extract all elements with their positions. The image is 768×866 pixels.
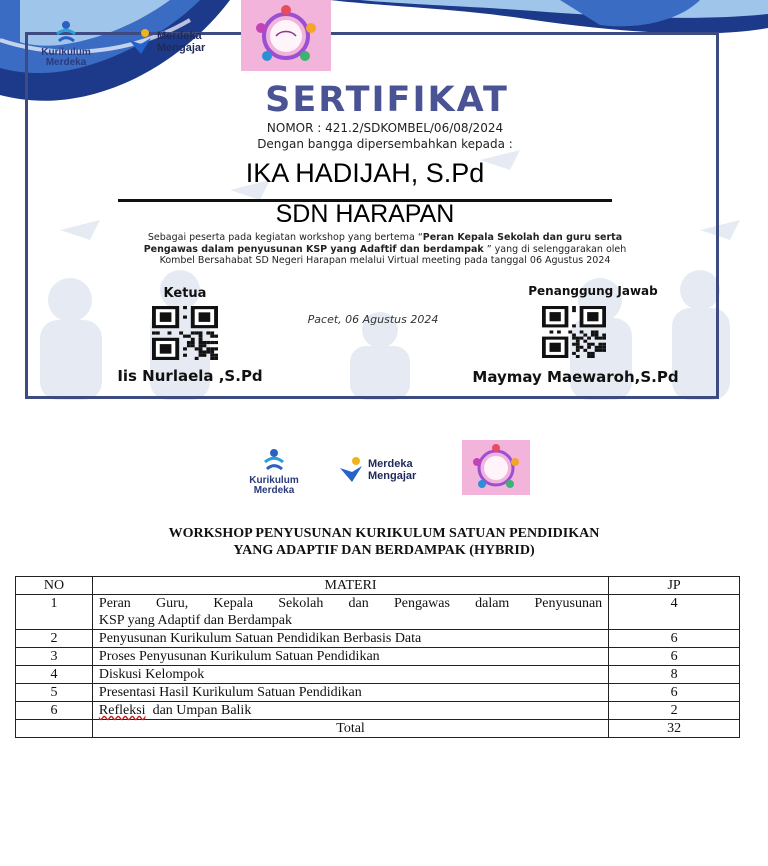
row-no: 2 bbox=[16, 630, 93, 648]
kurikulum-merdeka-logo bbox=[34, 20, 98, 68]
materi-table bbox=[15, 576, 740, 738]
row-jp: 6 bbox=[609, 684, 740, 702]
workshop-title bbox=[60, 525, 708, 559]
recipient-school: SDN HARAPAN bbox=[275, 200, 455, 228]
mengajar-label: Mengajar bbox=[157, 42, 206, 54]
workshop-logo bbox=[241, 0, 331, 71]
total-label: Total bbox=[92, 720, 608, 738]
table-row bbox=[16, 684, 740, 702]
table-header-row bbox=[16, 577, 740, 595]
row-no: 1 bbox=[16, 595, 93, 630]
table-row bbox=[16, 595, 740, 630]
row-materi bbox=[92, 702, 608, 720]
kurikulum-merdeka-icon bbox=[263, 448, 285, 472]
row-materi: Diskusi Kelompok bbox=[92, 666, 608, 684]
row-jp: 8 bbox=[609, 666, 740, 684]
row-no: 3 bbox=[16, 648, 93, 666]
kurikulum-merdeka-label-2: Kurikulum Merdeka bbox=[249, 475, 299, 496]
recipient-name: IKA HADIJAH, S.Pd bbox=[245, 158, 485, 188]
table-row bbox=[16, 630, 740, 648]
header-materi: MATERI bbox=[92, 577, 608, 595]
workshop-logo-2 bbox=[462, 440, 530, 495]
row-materi-line1: Peran Guru, Kepala Sekolah dan Pengawas dalam Penyusunan bbox=[98, 596, 603, 611]
row-jp: 2 bbox=[609, 702, 740, 720]
description-part1: Sebagai peserta pada kegiatan workshop yang bertema “ bbox=[147, 232, 423, 243]
description-theme: Peran Kepala Sekolah dan guru serta Pengawas dalam penyusunan KSP yang Adaftif dan berdampak bbox=[143, 232, 623, 255]
merdeka-mengajar-logo bbox=[127, 28, 205, 56]
header-jp: JP bbox=[609, 577, 740, 595]
right-signatory-name: Maymay Maewaroh,S.Pd bbox=[472, 368, 679, 386]
row-materi-rest: dan Umpan Balik bbox=[145, 703, 252, 718]
header-no: NO bbox=[16, 577, 93, 595]
row-no: 4 bbox=[16, 666, 93, 684]
row-jp: 4 bbox=[609, 595, 740, 630]
table-row bbox=[16, 648, 740, 666]
row-materi bbox=[92, 595, 608, 630]
row-jp: 6 bbox=[609, 630, 740, 648]
left-signatory-name: Iis Nurlaela ,S.Pd bbox=[117, 367, 263, 385]
row-materi: Penyusunan Kurikulum Satuan Pendidikan Berbasis Data bbox=[92, 630, 608, 648]
merdeka-mengajar-icon bbox=[127, 28, 153, 56]
merdeka-label: Merdeka bbox=[157, 30, 202, 42]
certificate bbox=[0, 0, 768, 420]
certificate-description bbox=[125, 232, 645, 267]
row-jp: 6 bbox=[609, 648, 740, 666]
description-part2: ” yang di selenggarakan oleh Kombel Bersahabat SD Negeri Harapan melalui Virtual meeting pada tanggal 06 Agustus 2024 bbox=[159, 243, 627, 266]
left-signatory-role: Ketua bbox=[163, 286, 207, 301]
certificate-title: SERTIFIKAT bbox=[265, 80, 509, 120]
total-jp: 32 bbox=[609, 720, 740, 738]
row-materi-word: Refleksi bbox=[98, 703, 146, 718]
merdeka-mengajar-logo-2 bbox=[338, 456, 416, 484]
row-no: 6 bbox=[16, 702, 93, 720]
mengajar-label-2: Mengajar bbox=[368, 470, 417, 482]
kurikulum-merdeka-label: Kurikulum Merdeka bbox=[41, 47, 91, 68]
row-materi: Presentasi Hasil Kurikulum Satuan Pendidikan bbox=[92, 684, 608, 702]
qr-code-left-icon bbox=[152, 306, 218, 360]
kurikulum-merdeka-icon bbox=[55, 20, 77, 44]
merdeka-label-2: Merdeka bbox=[368, 458, 413, 470]
row-materi: Proses Penyusunan Kurikulum Satuan Pendidikan bbox=[92, 648, 608, 666]
table-total-row bbox=[16, 720, 740, 738]
place-date: Pacet, 06 Agustus 2024 bbox=[307, 313, 439, 326]
workshop-title-line1: WORKSHOP PENYUSUNAN KURIKULUM SATUAN PENDIDIKAN bbox=[168, 526, 600, 541]
workshop-title-line2: YANG ADAPTIF DAN BERDAMPAK (HYBRID) bbox=[233, 543, 535, 558]
table-row bbox=[16, 702, 740, 720]
workshop-logo-icon bbox=[241, 0, 331, 71]
row-no: 5 bbox=[16, 684, 93, 702]
qr-code-right-icon bbox=[542, 306, 606, 358]
kurikulum-merdeka-logo-2 bbox=[244, 448, 304, 496]
certificate-number: NOMOR : 421.2/SDKOMBEL/06/08/2024 bbox=[266, 121, 504, 135]
table-row bbox=[16, 666, 740, 684]
row-materi-line2: KSP yang Adaptif dan Berdampak bbox=[98, 613, 293, 628]
merdeka-mengajar-icon bbox=[338, 456, 364, 484]
right-signatory-role: Penanggung Jawab bbox=[528, 284, 658, 298]
total-empty-cell bbox=[16, 720, 93, 738]
workshop-logo-icon bbox=[462, 440, 530, 495]
presented-text: Dengan bangga dipersembahkan kepada : bbox=[257, 137, 513, 151]
